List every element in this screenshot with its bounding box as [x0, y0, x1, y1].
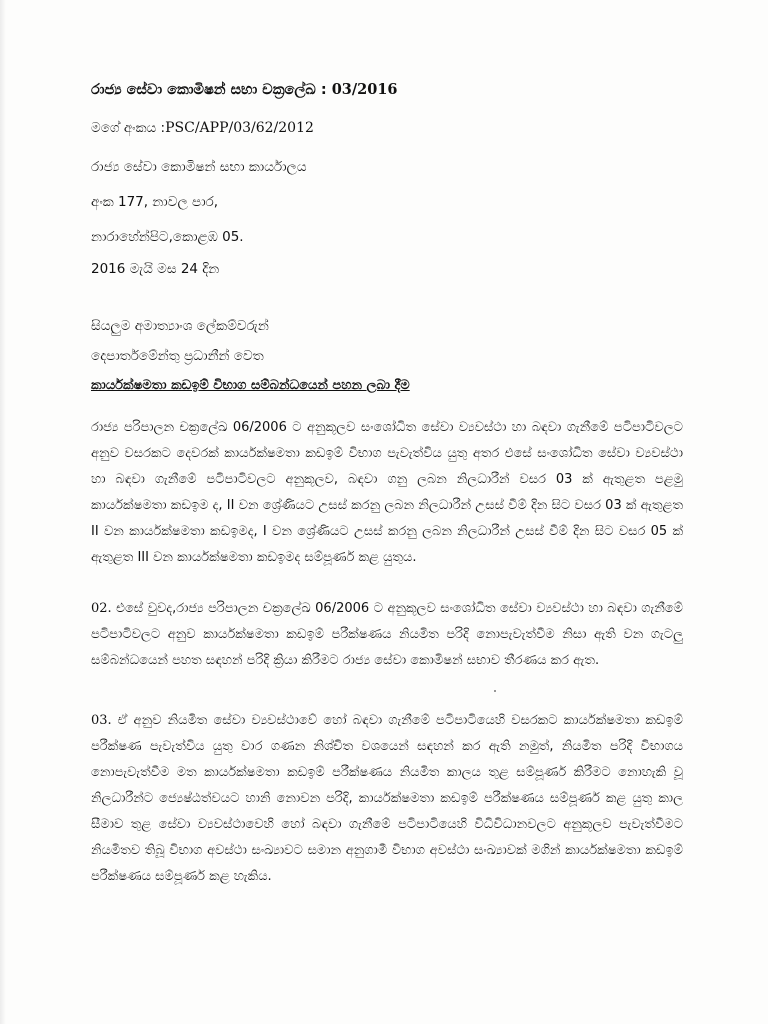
paragraph-3-text: ඒ අනුව නියමිත සේවා ව්‍යවස්ථාවේ හෝ බඳවා ගැනීමේ පටිපාටියෙහි වසරකට කාර්යක්ෂමතා කඩඉම් පරීක්ෂණ පැවැත්විය යුතු වාර ගණන නිශ්චිත වශයෙන් සඳහන් කර ඇති නමුත්, නියමිත පරිදි විභාගය නොපැවැත්වීම මත කාර්යක්ෂමතා කඩඉම් පරීක්ෂණය නියමිත කාලය තුළ සම්පූර්ණ කිරීමට නොහැකි වූ නිලධාරීන්ට ජ්‍යෙෂ්ඨත්වයට හානි නොවන පරිදි, කාර්යක්ෂමතා කඩඉම් පරීක්ෂණය සම්පූර්ණ කළ යුතු කාල සීමාව තුළ සේවා ව්‍යවස්ථාවෙහි හෝ බඳවා ගැනීමේ පටිපාටියෙහි විධිවිධානවලට අනුකූලව පැවැත්වීමට නියමිතව තිබූ විභාග අවස්ථා සංඛ්‍යාවට සමාන අනුගාමී විභාග අවස්ථා සංඛ්‍යාවක් මගින් කාර්යක්ෂමතා කඩඉම් පරීක්ෂණය සම්පූර්ණ කළ හැකිය.: [91, 713, 683, 884]
circular-number: 03/2016: [331, 81, 398, 98]
address-line-1: අංක 177, නාවල පාර,: [91, 194, 219, 210]
letter-date: 2016 මැයි මස 24 දින: [91, 261, 220, 277]
office-name: රාජ්‍ය සේවා කොමිෂන් සභා කාර්යාලය: [91, 159, 307, 175]
letter-subject: කාර්යක්ෂමතා කඩඉම් විභාග සම්බන්ධයෙන් පහන ලබා දීම: [91, 378, 410, 393]
scan-speck: [494, 690, 496, 692]
reference-label: මගේ අංකය :: [91, 120, 166, 136]
paragraph-1-text: රාජ්‍ය පරිපාලන චක්‍රලේඛ 06/2006 ට අනුකූලව සංශෝධිත සේවා ව්‍යවස්ථා හා බඳවා ගැනීමේ පටිපාටිවලට අනුව වසරකට දෙවරක් කාර්යක්ෂමතා කඩඉම් විභාග පැවැත්විය යුතු අතර එසේ සංශෝධිත සේවා ව්‍යවස්ථා හා බඳවා ගැනීමේ පටිපාටිවලට අනුකූලව, බඳවා ගනු ලබන නිලධාරීන් වසර 03 ක් ඇතුළත පළමු කාර්යක්ෂමතා කඩඉම ද, II වන ශ්‍රේණියට උසස් කරනු ලබන නිලධාරීන් උසස් වීම් දින සිට වසර 03 ක් ඇතුළත II වන කාර්යක්ෂමතා කඩඉමද, I වන ශ්‍රේණියට උසස් කරනු ලබන නිලධාරීන් උසස් වීම් දින සිට වසර 05 ක් ඇතුළත III වන කාර්යක්ෂමතා කඩඉමද සම්පූර්ණ කළ යුතුය.: [91, 420, 683, 565]
paragraph-3-number: 03.: [91, 713, 112, 728]
reference-line: [91, 119, 314, 137]
paragraph-2-text: එසේ වුවද,රාජ්‍ය පරිපාලන චක්‍රලේඛ 06/2006 ට අනුකූලව සංශෝධිත සේවා ව්‍යවස්ථා හා බඳවා ගැනීමේ පටිපාටිවලට අනුව කාර්යක්ෂමතා කඩඉම් පරීක්ෂණය නියමිත පරිදි නොපැවැත්වීම නිසා ඇති වන ගැටලු සම්බන්ධයෙන් පහත සඳහන් පරිදි ක්‍රියා කිරීමට රාජ්‍ය සේවා කොමිෂන් සභාව තීරණය කර ඇත.: [91, 601, 683, 668]
address-line-2: නාරාහේන්පිට,කොළඹ 05.: [91, 229, 244, 245]
recipient-line-1: සියලුම අමාත්‍යාංශ ලේකම්වරුන්: [91, 318, 269, 334]
circular-title-prefix: රාජ්‍ය සේවා කොමිෂන් සභා චක්‍රලේඛ :: [91, 82, 332, 98]
reference-number: PSC/APP/03/62/2012: [165, 120, 314, 136]
paragraph-2: [91, 596, 683, 701]
recipient-line-2: දෙපාර්තමේන්තු ප්‍රධානීන් වෙත: [91, 348, 264, 364]
paragraph-1: [91, 415, 683, 590]
paragraph-3: [91, 708, 683, 893]
circular-title: [91, 81, 398, 99]
paragraph-2-number: 02.: [91, 601, 112, 616]
